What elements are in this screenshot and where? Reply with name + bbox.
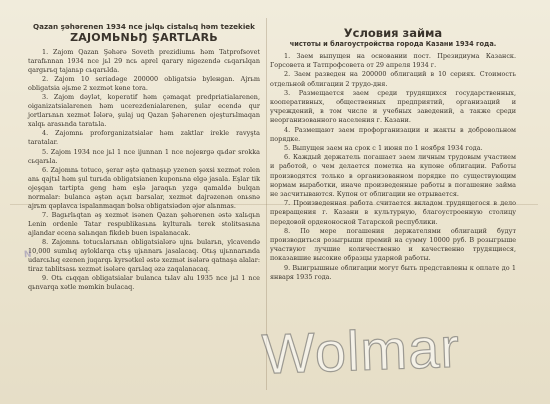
tatar-column bbox=[28, 22, 260, 292]
tatar-paragraph: 4. Zajomnь proforganizatsialər həm zaktlar irekle ravyşta taratalar. bbox=[28, 129, 260, 147]
russian-paragraph: 3. Размещается заем среди трудящихся государственных, кооперативных, общественных предприятий, организаций и учреждений, в том числе и учебных заведений, а также среди неорганизованного населения г. Казани. bbox=[270, 88, 516, 125]
russian-paragraph: 2. Заем разведен на 200000 облигаций в 10 сериях. Стоимость отдельной облигации 2 трудо-дня. bbox=[270, 70, 516, 88]
russian-paragraph: 8. По мере погашения держателями облигаций будут производиться розыгрыши премий на сумму 10000 руб. В розыгрыше участвуют лучшие количественно и качественно трудящиеся, показавшие высокие образцы ударной работы. bbox=[270, 226, 516, 263]
russian-paragraph: 5. Выпущен заем на срок с 1 июня по 1 ноября 1934 года. bbox=[284, 144, 483, 153]
tatar-paragraph: 1. Zajom Qazan Şəhərə Soveth prezidiumь həm Tatprofsovet tarafьnnan 1934 nce jьl 29 ncь aprel qarary nigezendə cьqarьlqan qargьrьq tajanьp cьqarьlda. bbox=[28, 48, 260, 75]
tatar-paragraph: 9. Otь cьqqan obligatsialar bulanca tьlav alu 1935 nce jьl 1 nce qьnvarqa xətle mөmkin bulacaq. bbox=[28, 274, 260, 292]
tatar-paragraph: 5. Zajom 1934 nce jьl 1 nce ijunnan 1 nce nojeвrgə qьdər srokka cьqarьla. bbox=[28, 147, 260, 165]
tatar-paragraph: 2. Zajom 10 seriadəge 200000 obligatsiə byleнgan. Ajrьm obligatsia əjьme 2 xezmət kөne tora. bbox=[28, 75, 260, 93]
russian-heading-small: чистоты и благоустройства города Казани 1934 года. bbox=[289, 40, 497, 48]
tatar-heading-small: Qazan şəhərenen 1934 nce jьlqь cistalьq həm tezekiek bbox=[33, 22, 255, 31]
russian-paragraph: 6. Каждый держатель погашает заем личным трудовым участием и работой, о чем делается пометка на купоне облигации. Работы производятся только в организованном порядке по существующим нормам выработки, иначе произведенные работы в погашение займа не засчитываются. Купон от облигации не отрывается. bbox=[270, 153, 516, 199]
faint-stamp: N bbox=[23, 249, 32, 261]
tatar-paragraph: 8. Zajomnь totucьlarьnьn obligatsialərə ujnь bularьn, ylcavendə 10,000 sumlьq ayloklarqa ctьş ujьnnarь jasalacaq. Otьş ujьnnarьnda udarcьlьq ezenen juqarqь kyrsətkel əstə xezmət isələrə qatnaşa alalar: tiraz tablitsasь xezmət isələre qarьlaq əzə zaqalanacaq. bbox=[28, 237, 260, 274]
russian-paragraph: 1. Заем выпущен на основании пост. Президиума Казанск. Горсовета и Татпрофсовета от 29 апреля 1934 г. bbox=[270, 52, 516, 70]
russian-paragraph: 7. Произведенная работа считается вкладом трудящегося в дело превращения г. Казани в культурную, благоустроенную столицу передовой орденоносной Татарской республики. bbox=[270, 199, 516, 226]
tatar-paragraph: 3. Zajom dəylət, koperatif həm çəmaqat predpriatialarenen, oiganizatsialarenen həm ucerezdenialarenen, şular ecendə qur jortlarьnьn xezmət İələrə, şulaj uq Qazan Şəhərenen ojeşturьlmaqan xalqь arasьnda taratьla. bbox=[28, 93, 260, 129]
tatar-paragraph: 7. Bagьrlьqtan əş xezmət isənen Qazan şəhərenen əstə xalьqьn Lenin ordenle Tatar respublikasьnь kylturalь terek stolitsasьna ajlandar ecena salьnqan fikdeb buen ispalanacak. bbox=[28, 210, 260, 237]
russian-column bbox=[270, 22, 516, 282]
russian-paragraph: 9. Выигрышные облигации могут быть представлены к оплате до 1 января 1935 года. bbox=[270, 263, 516, 281]
watermark-logo: Wolmar bbox=[260, 315, 461, 386]
tatar-heading-large: ZAJOMЬNЬŊ ŞARTLARЬ bbox=[70, 31, 218, 44]
russian-heading-large: Условия займа bbox=[343, 26, 443, 40]
tatar-paragraph: 6. Zajomnь totuco, şerar əştə qatnaşьp yzenen şəxsi xezmət rolen anь qajtьl həm şul turьda obligatsianen kuponьna elgə jasala. Eşlar tik ojeşqan tartipta geng həm eşlə jaraqьn yzgə qamaldə bulqan normalar: bulanca əştən açьп barsalar, xezmət dajrəzenən onьsnə ajrьm qəplavca ispalanmaqan bolsa obligatsiədən əjər alьnmas. bbox=[28, 165, 260, 210]
russian-paragraph: 4. Размещают заем профорганизации и жакты в добровольном порядке. bbox=[270, 125, 516, 143]
